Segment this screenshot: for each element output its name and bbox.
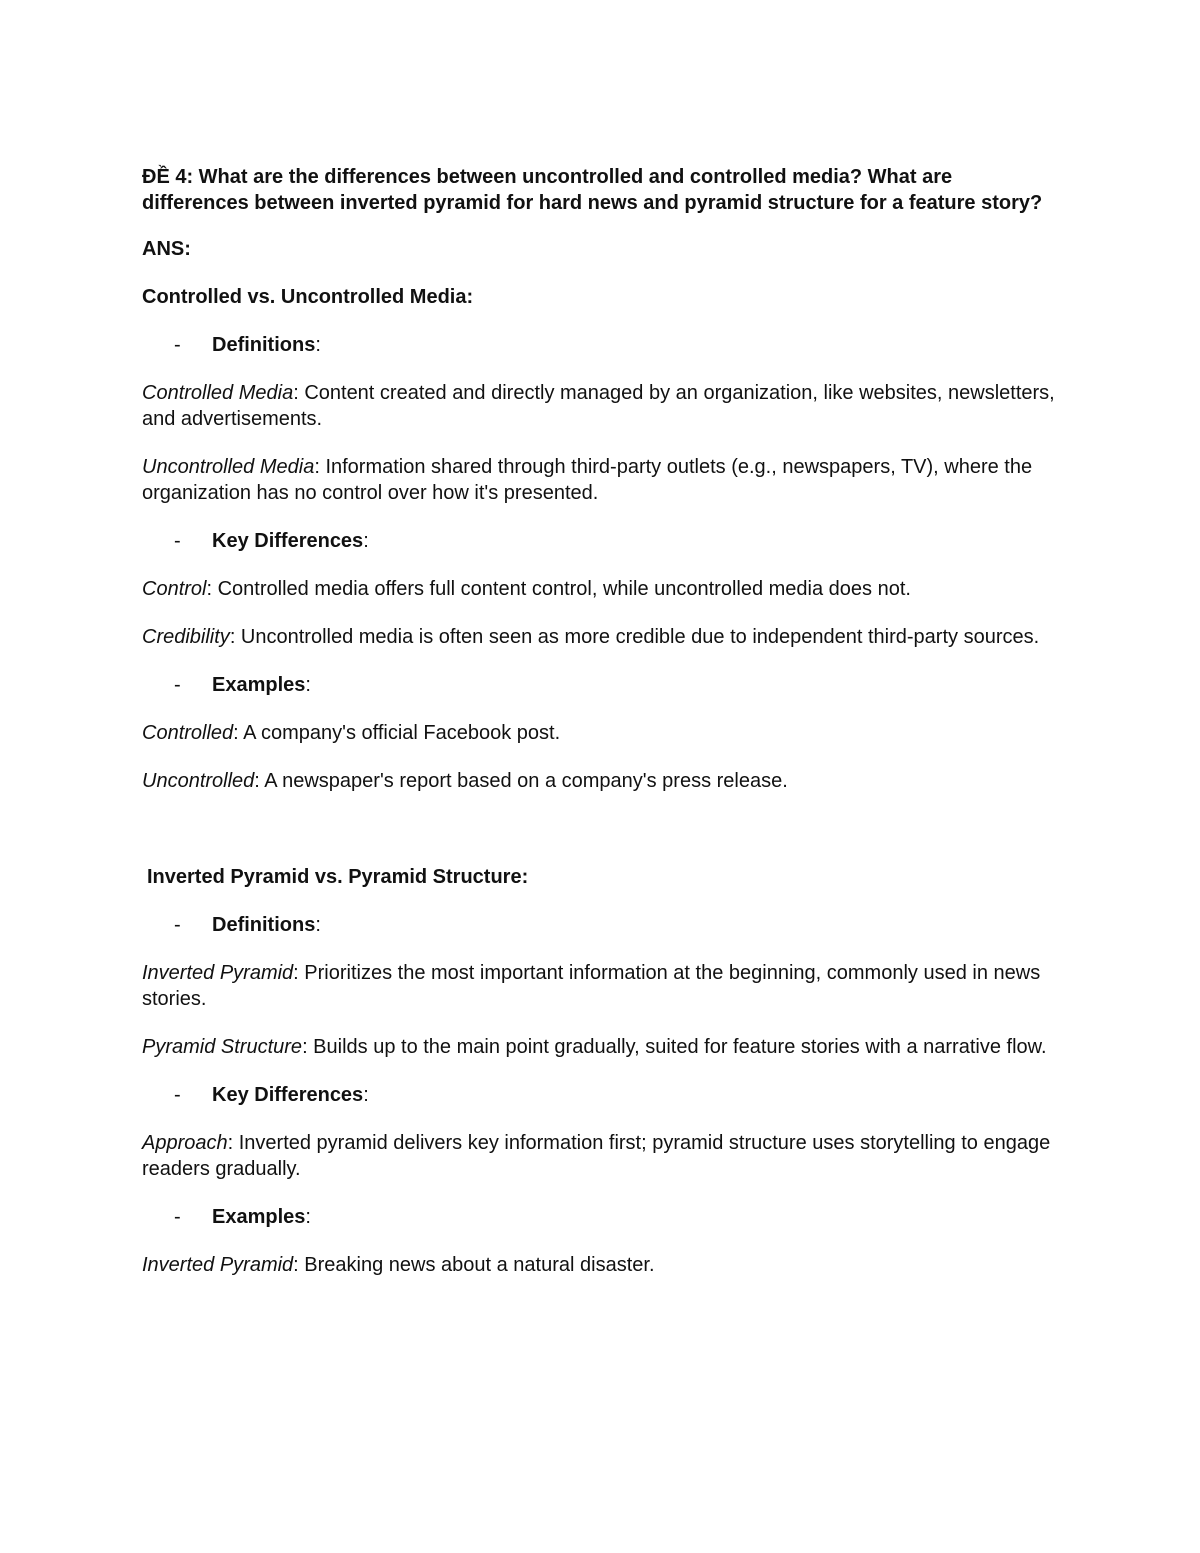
difference-term: Credibility [142, 626, 230, 648]
bullet-examples: - Examples: [142, 672, 1062, 698]
example-text: : A newspaper's report based on a company's press release. [254, 770, 788, 792]
example-item [142, 768, 1062, 794]
difference-item [142, 624, 1062, 650]
bullet-definitions: - Definitions: [142, 332, 1062, 358]
bullet-heading: Definitions [212, 914, 316, 936]
definition-term: Pyramid Structure [142, 1036, 303, 1058]
bullet-dash: - [174, 1084, 181, 1106]
bullet-definitions: - Definitions: [142, 912, 1062, 938]
definition-text: : Information shared through third-party outlets (e.g., newspapers, TV), where the organization has no control over how it's presented. [142, 456, 1033, 504]
bullet-heading: Examples [212, 1206, 306, 1228]
difference-term: Control [142, 578, 207, 600]
definition-item [142, 454, 1062, 506]
bullet-key-differences: - Key Differences: [142, 528, 1062, 554]
bullet-examples: - Examples: [142, 1204, 1062, 1230]
example-term: Inverted Pyramid [142, 1254, 294, 1276]
definition-text: : Prioritizes the most important information at the beginning, commonly used in news stories. [142, 962, 1041, 1010]
bullet-heading: Definitions [212, 334, 316, 356]
definition-term: Controlled Media [142, 382, 294, 404]
definition-item [142, 380, 1062, 432]
answer-label: ANS: [142, 238, 191, 260]
bullet-dash: - [174, 674, 181, 696]
definition-text: : Content created and directly managed by an organization, like websites, newsletters, and advertisements. [142, 382, 1055, 430]
bullet-dash: - [174, 334, 181, 356]
example-term: Controlled [142, 722, 234, 744]
difference-text: : Inverted pyramid delivers key information first; pyramid structure uses storytelling to engage readers gradually. [142, 1132, 1051, 1180]
bullet-key-differences: - Key Differences: [142, 1082, 1062, 1108]
bullet-heading: Key Differences [212, 1084, 364, 1106]
example-term: Uncontrolled [142, 770, 255, 792]
difference-text: : Uncontrolled media is often seen as more credible due to independent third-party sources. [229, 626, 1040, 648]
section-title-media: Controlled vs. Uncontrolled Media: [142, 286, 474, 308]
question-heading: ĐỀ 4: What are the differences between uncontrolled and controlled media? What are differences between inverted pyramid for hard news and pyramid structure for a feature story? [142, 166, 1043, 214]
example-text: : A company's official Facebook post. [233, 722, 561, 744]
bullet-heading: Key Differences [212, 530, 364, 552]
difference-item [142, 1130, 1062, 1182]
bullet-dash: - [174, 914, 181, 936]
section-title-pyramid: Inverted Pyramid vs. Pyramid Structure: [147, 866, 529, 888]
example-item [142, 720, 1062, 746]
difference-text: : Controlled media offers full content control, while uncontrolled media does not. [206, 578, 911, 600]
definition-item [142, 960, 1062, 1012]
example-item [142, 1252, 1062, 1278]
definition-item [142, 1034, 1062, 1060]
definition-term: Uncontrolled Media [142, 456, 315, 478]
difference-term: Approach [142, 1132, 228, 1154]
bullet-dash: - [174, 530, 181, 552]
bullet-heading: Examples [212, 674, 306, 696]
difference-item [142, 576, 1062, 602]
example-text: : Breaking news about a natural disaster. [293, 1254, 655, 1276]
bullet-dash: - [174, 1206, 181, 1228]
definition-text: : Builds up to the main point gradually, suited for feature stories with a narrative flow. [302, 1036, 1047, 1058]
document-content [142, 164, 1062, 1300]
definition-term: Inverted Pyramid [142, 962, 294, 984]
